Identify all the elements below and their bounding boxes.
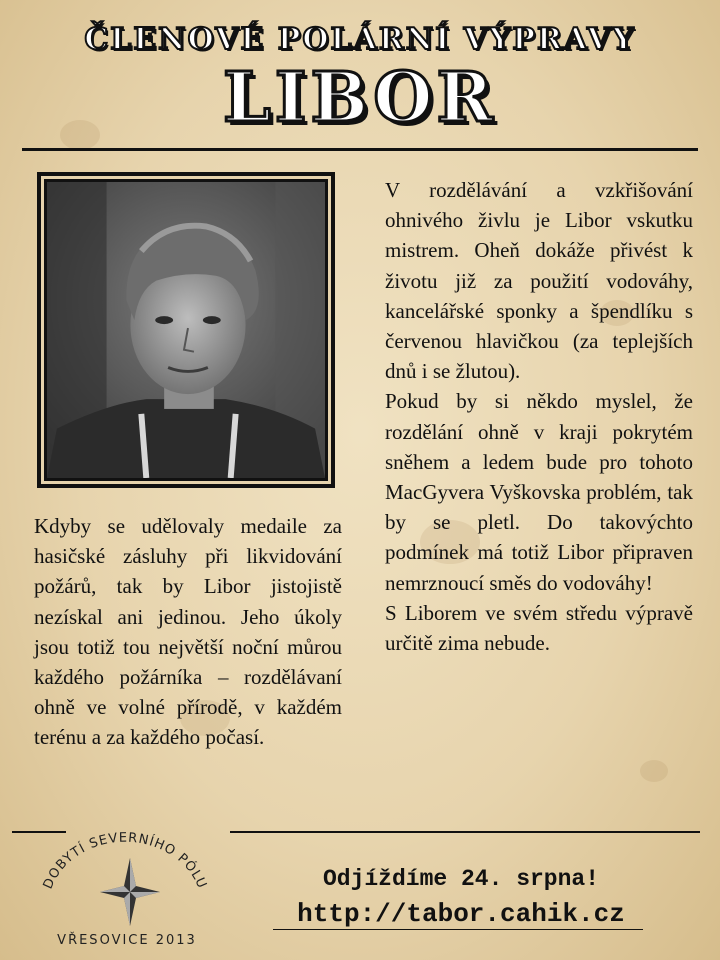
expedition-logo xyxy=(20,826,230,956)
logo-bottom-text: VŘESOVICE 2013 xyxy=(57,933,197,948)
header-divider xyxy=(22,148,698,151)
footer-divider-right xyxy=(230,831,700,833)
right-article-text xyxy=(385,175,693,658)
member-name: LIBOR xyxy=(222,58,498,138)
portrait-frame xyxy=(37,172,335,488)
left-article-text xyxy=(34,511,342,753)
left-paragraph: Kdyby se udělovaly medaile za hasičské zásluhy při likvidování požárů, tak by Libor jistojistě nezískal ani jedinou. Jeho úkoly jsou totiž tou největší noční můrou každého požárníka – rozdělávaní ohně ve volné přírodě, v každém terénu a za každého počasí. xyxy=(34,514,342,750)
portrait-photo xyxy=(47,182,325,478)
departure-date: Odjíždíme 24. srpna! xyxy=(322,866,600,892)
poster-subtitle: ČLENOVÉ POLÁRNÍ VÝPRAVY xyxy=(84,22,636,57)
logo-arc-text: DOBYTÍ SEVERNÍHO PÓLU xyxy=(40,830,210,892)
right-paragraph-2: Pokud by si někdo myslel, že rozdělání ohně v kraji pokrytém sněhem a ledem bude pro tohoto MacGyvera Vyškovska problém, tak by se pletl. Do takovýchto podmínek má totiž Libor připraven nemrznoucí směs do vodováhy! xyxy=(385,389,693,595)
right-paragraph-1: V rozdělávání a vzkřišování ohnivého živlu je Libor vskutku mistrem. Oheň dokáže přivést k životu již za použití vodováhy, kancelářské sponky a špendlíku s červenou hlavičkou (za teplejších dnů i se žlutou). xyxy=(385,178,693,384)
url-underline xyxy=(273,929,643,930)
website-link[interactable]: http://tabor.cahik.cz xyxy=(297,899,625,929)
compass-star-icon xyxy=(100,858,160,926)
right-paragraph-3: S Liborem ve svém středu výpravě určitě zima nebude. xyxy=(385,600,693,656)
